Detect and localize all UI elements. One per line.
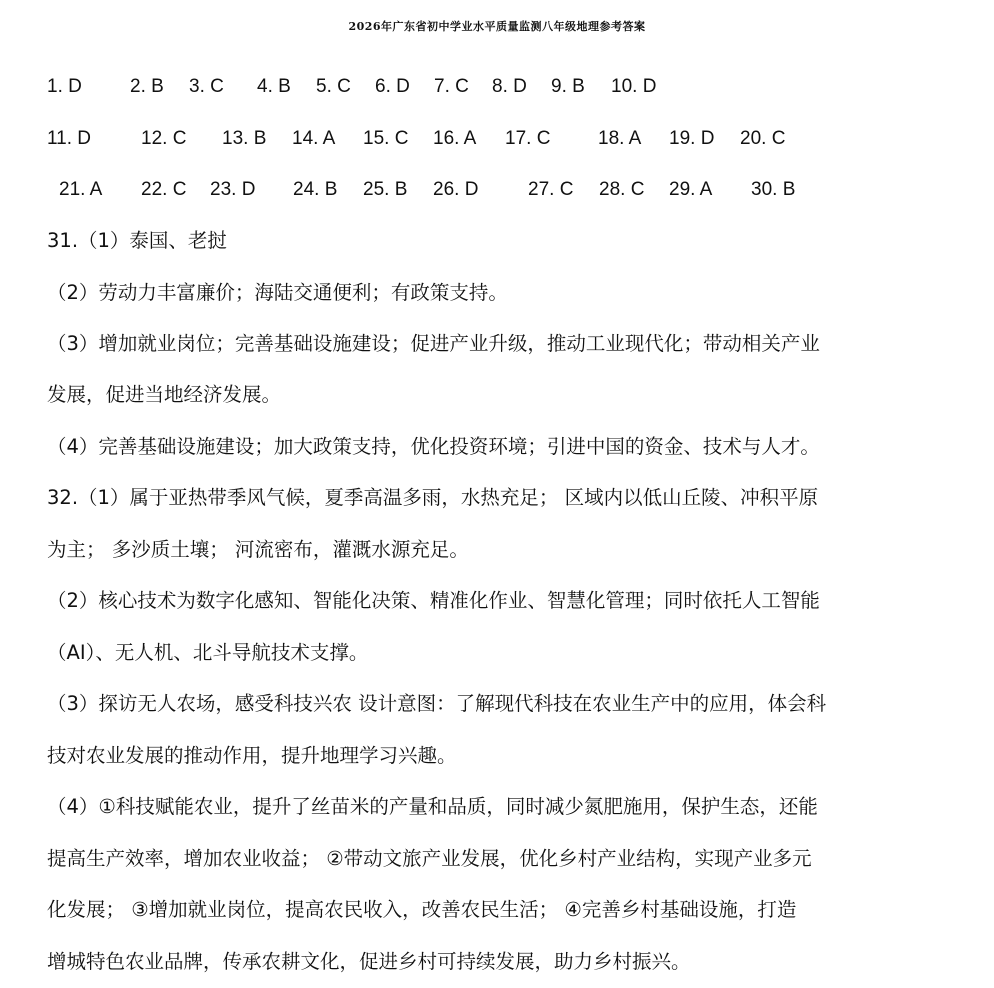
choice-answer: 7. C [434,76,469,97]
choice-answer: 10. D [611,76,657,97]
choice-answer: 14. A [292,128,336,149]
choice-answer: 26. D [433,179,479,200]
q32-part4-line4: 增城特色农业品牌，传承农耕文化，促进乡村可持续发展，助力乡村振兴。 [47,950,691,973]
q31-part1: 31.（1）泰国、老挝 [47,229,227,252]
page-title: 2026年广东省初中学业水平质量监测八年级地理参考答案 [348,20,646,33]
choice-answer: 2. B [130,76,164,97]
q32-part3-line1: （3）探访无人农场，感受科技兴农 设计意图：了解现代科技在农业生产中的应用，体会科 [47,692,827,715]
q32-part2-line1: （2）核心技术为数字化感知、智能化决策、精准化作业、智慧化管理；同时依托人工智能 [47,589,820,612]
q32-part3-line2: 技对农业发展的推动作用，提升地理学习兴趣。 [47,744,457,767]
choice-answer: 8. D [492,76,527,97]
choice-row-3 [0,175,994,205]
choice-answer: 24. B [293,179,338,200]
choice-answer: 20. C [740,128,786,149]
choice-answer: 17. C [505,128,551,149]
choice-answer: 25. B [363,179,408,200]
q31-part2: （2）劳动力丰富廉价；海陆交通便利；有政策支持。 [47,281,508,304]
choice-row-2 [0,124,994,154]
q31-part3-line2: 发展，促进当地经济发展。 [47,383,282,406]
choice-answer: 28. C [599,179,645,200]
choice-answer: 15. C [363,128,409,149]
choice-answer: 16. A [433,128,477,149]
choice-answer: 4. B [257,76,291,97]
q31-part4: （4）完善基础设施建设；加大政策支持，优化投资环境；引进中国的资金、技术与人才。 [47,435,820,458]
choice-answer: 5. C [316,76,351,97]
choice-answer: 23. D [210,179,256,200]
choice-answer: 21. A [59,179,103,200]
choice-answer: 11. D [47,128,92,149]
q32-part2-line2: （AI）、无人机、北斗导航技术支撑。 [47,641,369,664]
choice-answer: 6. D [375,76,410,97]
choice-answer: 9. B [551,76,585,97]
q32-part4-line3: 化发展； ③增加就业岗位，提高农民收入，改善农民生活； ④完善乡村基础设施，打造 [47,898,797,921]
choice-answer: 18. A [598,128,642,149]
choice-answer: 3. C [189,76,224,97]
choice-row-1 [0,72,994,102]
q32-part1-line1: 32.（1）属于亚热带季风气候，夏季高温多雨，水热充足； 区域内以低山丘陵、冲积平原 [47,486,819,509]
choice-answer: 19. D [669,128,715,149]
choice-answer: 13. B [222,128,267,149]
choice-answer: 30. B [751,179,796,200]
choice-answer: 12. C [141,128,187,149]
q32-part1-line2: 为主； 多沙质土壤； 河流密布，灌溉水源充足。 [47,538,469,561]
q32-part4-line1: （4）①科技赋能农业，提升了丝苗米的产量和品质，同时减少氮肥施用，保护生态，还能 [47,795,818,818]
q31-part3-line1: （3）增加就业岗位；完善基础设施建设；促进产业升级，推动工业现代化；带动相关产业 [47,332,820,355]
q32-part4-line2: 提高生产效率，增加农业收益； ②带动文旅产业发展，优化乡村产业结构，实现产业多元 [47,847,812,870]
choice-answer: 29. A [669,179,713,200]
choice-answer: 22. C [141,179,187,200]
choice-answer: 27. C [528,179,574,200]
choice-answer: 1. D [47,76,82,97]
